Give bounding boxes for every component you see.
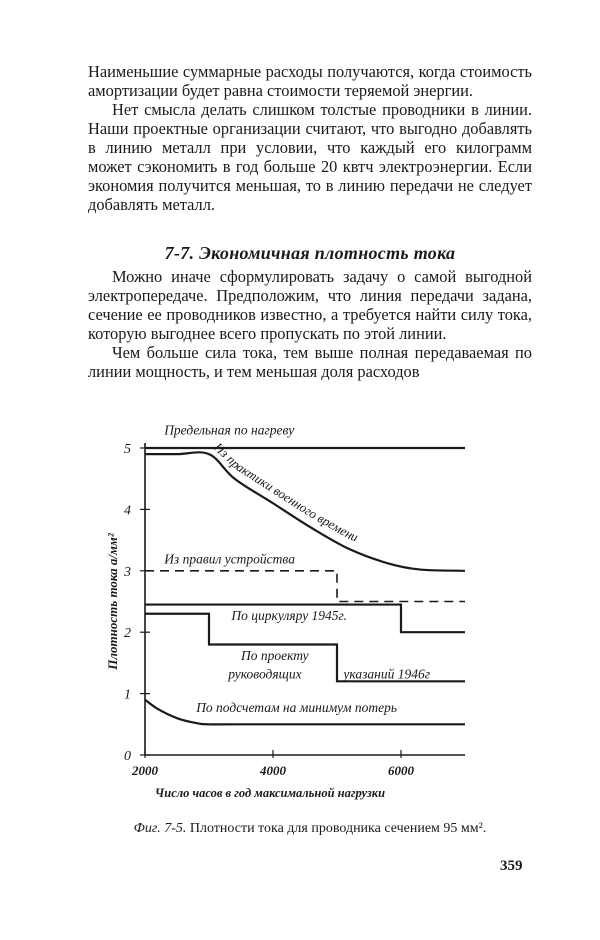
series-line [145, 571, 465, 602]
paragraph-4: Чем больше сила тока, тем выше полная передаваемая по линии мощность, и тем меньшая доля расходов [88, 343, 532, 381]
series-annotation: По проекту [241, 647, 309, 663]
figure-caption [110, 820, 510, 838]
current-density-chart [95, 405, 495, 815]
y-axis-label: Плотность тока а/мм² [105, 533, 120, 670]
y-tick-label: 5 [124, 442, 131, 457]
text-block-bottom [88, 267, 532, 381]
series-annotation: По циркуляру 1945г. [231, 607, 348, 623]
y-tick-label: 0 [124, 749, 131, 764]
series-annotation: По подсчетам на минимум потерь [196, 700, 397, 716]
y-tick-label: 3 [124, 564, 131, 580]
paragraph-3: Можно иначе сформулировать задачу о самой выгодной электропередаче. Предположим, что линия передачи задана, сечение ее проводников известно, а требуется найти силу тока, которую выгоднее всего пропускать по этой линии. [88, 267, 532, 343]
y-tick-label: 4 [124, 503, 131, 519]
x-tick-label: 6000 [388, 763, 414, 778]
paragraph-1: Наименьшие суммарные расходы получаются, когда стоимость амортизации будет равна стоимости теряемой энергии. [88, 62, 532, 100]
x-tick-label: 4000 [260, 763, 286, 778]
y-tick-label: 2 [124, 626, 131, 642]
series-annotation: указаний 1946г [343, 666, 430, 682]
page-number: 359 [500, 858, 523, 874]
text-block-top [88, 62, 532, 214]
section-title: 7-7. Экономичная плотность тока [164, 243, 456, 263]
x-axis-label: Число часов в год максимальной нагрузки [154, 786, 386, 800]
curve-annotation [210, 439, 360, 545]
series-annotation: Предельная по нагреву [164, 422, 295, 438]
x-tick-label: 2000 [132, 763, 158, 778]
figure-caption-text: Плотности тока для проводника сечением 95 мм². [189, 821, 487, 836]
curve-annotation-text: Из практики военного времени [211, 439, 361, 545]
paragraph-2: Нет смысла делать слишком толстые проводники в линии. Наши проектные организации считают, что выгодно добавлять в линию металл при условии, что каждый его килограмм может сэкономить в год больше 20 квтч электроэнергии. Если экономия получится меньшая, то в линию передачи не следует добавлять металл. [88, 100, 532, 214]
series-annotation: руководящих [228, 666, 302, 682]
figure-label: Фиг. 7-5. [133, 821, 187, 836]
series-annotation: Из правил устройства [164, 551, 295, 567]
chart-series [145, 448, 465, 724]
y-tick-label: 1 [124, 687, 131, 703]
